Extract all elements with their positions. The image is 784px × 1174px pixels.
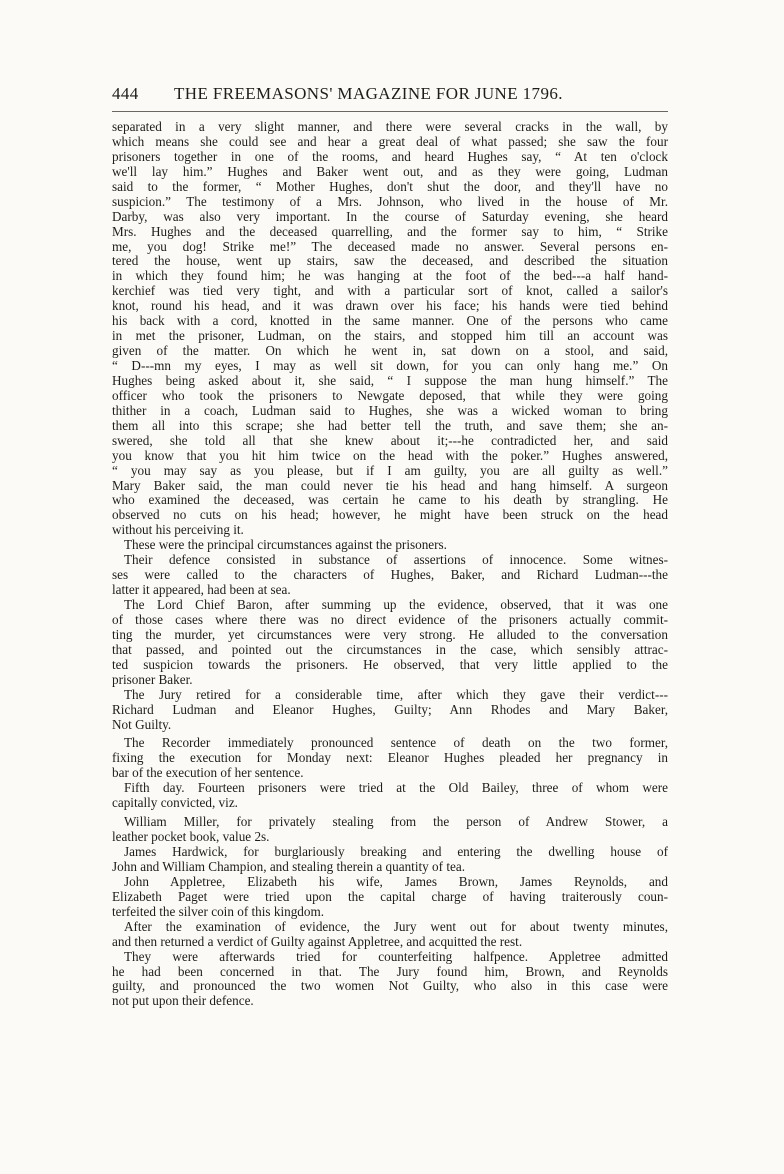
paragraph <box>112 950 668 1010</box>
text-line: you know that you hit him twice on the head with the poker.” Hughes answered, <box>112 447 668 463</box>
text-line: John and William Champion, and stealing therein a quantity of tea. <box>112 858 466 874</box>
text-line: them all into this scrape; she had better tell the truth, and save them; she an- <box>112 417 668 433</box>
text-line: Their defence consisted in substance of assertions of innocence. Some witnes- <box>124 552 668 568</box>
text-line: ted suspicion towards the prisoners. He observed, that very little applied to the <box>112 656 668 672</box>
paragraph <box>112 781 668 811</box>
text-line: They were afterwards tried for counterfeiting halfpence. Appletree admitted <box>124 948 668 964</box>
text-line: and then returned a verdict of Guilty against Appletree, and acquitted the rest. <box>112 933 523 949</box>
text-line: latter it appeared, had been at sea. <box>112 582 291 598</box>
page-number: 444 <box>112 84 139 103</box>
header-rule <box>112 111 668 112</box>
text-line: me, you dog! Strike me!” The deceased made no answer. Several persons en- <box>112 238 668 254</box>
text-line: The Lord Chief Baron, after summing up the evidence, observed, that it was one <box>124 597 668 612</box>
text-line: The Jury retired for a considerable time, after which they gave their verdict--- <box>124 686 668 702</box>
text-line: Mrs. Hughes and the deceased quarrelling, and the former say to him, “ Strike <box>112 223 668 239</box>
running-title: THE FREEMASONS' MAGAZINE FOR JUNE 1796. <box>174 84 563 103</box>
paragraph <box>112 598 668 688</box>
text-line: bar of the execution of her sentence. <box>112 765 304 781</box>
text-line: officer who took the prisoners to Newgate deposed, that while they were going <box>112 387 668 403</box>
text-line: William Miller, for privately stealing from the person of Andrew Stower, a <box>124 814 668 830</box>
paragraph <box>112 815 668 845</box>
text-line: said to the former, “ Mother Hughes, don't shut the door, and they'll have no <box>112 178 668 194</box>
text-line: knot, round his head, and it was drawn over his face; his hands were tied behind <box>112 298 668 314</box>
text-line: without his perceiving it. <box>112 522 244 538</box>
running-header <box>112 84 668 108</box>
paragraph <box>112 875 668 920</box>
text-line: prisoner Baker. <box>112 671 193 687</box>
text-line: separated in a very slight manner, and there were several cracks in the wall, by <box>112 119 668 134</box>
text-line: John Appletree, Elizabeth his wife, James Brown, James Reynolds, and <box>124 873 668 889</box>
text-line: fixing the execution for Monday next: Eleanor Hughes pleaded her pregnancy in <box>112 750 668 766</box>
paragraph <box>112 120 668 538</box>
text-line: After the examination of evidence, the Jury went out for about twenty minutes, <box>124 918 668 934</box>
text-line: he had been concerned in that. The Jury found him, Brown, and Reynolds <box>112 963 668 979</box>
paragraph <box>112 920 668 950</box>
text-line: kerchief was tied very tight, and with a particular sort of knot, called a sailor's <box>112 283 668 299</box>
text-line: James Hardwick, for burglariously breaking and entering the dwelling house of <box>124 844 668 859</box>
text-line: guilty, and pronounced the two women Not Guilty, who also in this case were <box>112 978 668 994</box>
text-line: Richard Ludman and Eleanor Hughes, Guilty; Ann Rhodes and Mary Baker, <box>112 701 668 717</box>
paragraph <box>112 845 668 875</box>
text-line: “ D---mn my eyes, I may as well sit down, for you can only hang me.” On <box>112 358 668 373</box>
text-line: swered, she told all that she knew about it;---he contradicted her, and said <box>112 432 668 448</box>
text-line: his back with a cord, knotted in the same manner. One of the persons who came <box>112 313 668 329</box>
text-line: who examined the deceased, was certain he came to his death by strangling. He <box>112 492 668 508</box>
text-line: tered the house, went up stairs, saw the deceased, and described the situation <box>112 253 668 269</box>
text-line: given of the matter. On which he went in, sat down on a stool, and said, <box>112 343 668 359</box>
text-line: Not Guilty. <box>112 716 172 732</box>
paragraph <box>112 553 668 598</box>
text-line: The Recorder immediately pronounced sentence of death on the two former, <box>124 735 668 751</box>
text-line: suspicion.” The testimony of a Mrs. Johnson, who lived in the house of Mr. <box>112 193 668 209</box>
text-line: terfeited the silver coin of this kingdom. <box>112 903 325 919</box>
text-line: Hughes being asked about it, she said, “ I suppose the man hung himself.” The <box>112 372 668 388</box>
text-line: Elizabeth Paget were tried upon the capital charge of having traiterously coun- <box>112 888 668 904</box>
text-line: observed no cuts on his head; however, he might have been struck on the head <box>112 507 668 523</box>
text-line: not put upon their defence. <box>112 993 254 1009</box>
text-line: ting the murder, yet circumstances were very strong. He alluded to the conversation <box>112 626 668 642</box>
text-line: Darby, was also very important. In the course of Saturday evening, she heard <box>112 208 668 224</box>
text-line: leather pocket book, value 2s. <box>112 829 270 845</box>
paragraph <box>112 736 668 781</box>
text-line: Fifth day. Fourteen prisoners were tried at the Old Bailey, three of whom were <box>124 780 668 796</box>
text-line: These were the principal circumstances against the prisoners. <box>124 537 447 553</box>
text-line: ses were called to the characters of Hughes, Baker, and Richard Ludman---the <box>112 567 668 583</box>
text-line: which means she could see and hear a great deal of what passed; she saw the four <box>112 133 668 149</box>
text-line: prisoners together in one of the rooms, and heard Hughes say, “ At ten o'clock <box>112 148 668 164</box>
text-line: capitally convicted, viz. <box>112 795 238 811</box>
article-body <box>112 120 668 1009</box>
text-line: thither in a coach, Ludman said to Hughes, she was a wicked woman to bring <box>112 402 668 418</box>
paragraph <box>112 688 668 733</box>
text-line: that passed, and pointed out the circumstances in the case, which sensibly attrac- <box>112 641 668 657</box>
text-line: in met the prisoner, Ludman, on the stairs, and stopped him till an account was <box>112 328 668 344</box>
text-line: in which they found him; he was hanging at the foot of the bed---a half hand- <box>112 268 668 284</box>
paragraph <box>112 538 668 553</box>
text-line: we'll lay him.” Hughes and Baker went out, and as they were going, Ludman <box>112 163 668 179</box>
text-line: “ you may say as you please, but if I am guilty, you are all guilty as well.” <box>112 462 668 478</box>
text-line: Mary Baker said, the man could never tie his head and hang himself. A surgeon <box>112 477 668 493</box>
text-line: of those cases where there was no direct evidence of the prisoners actually commit- <box>112 611 668 627</box>
